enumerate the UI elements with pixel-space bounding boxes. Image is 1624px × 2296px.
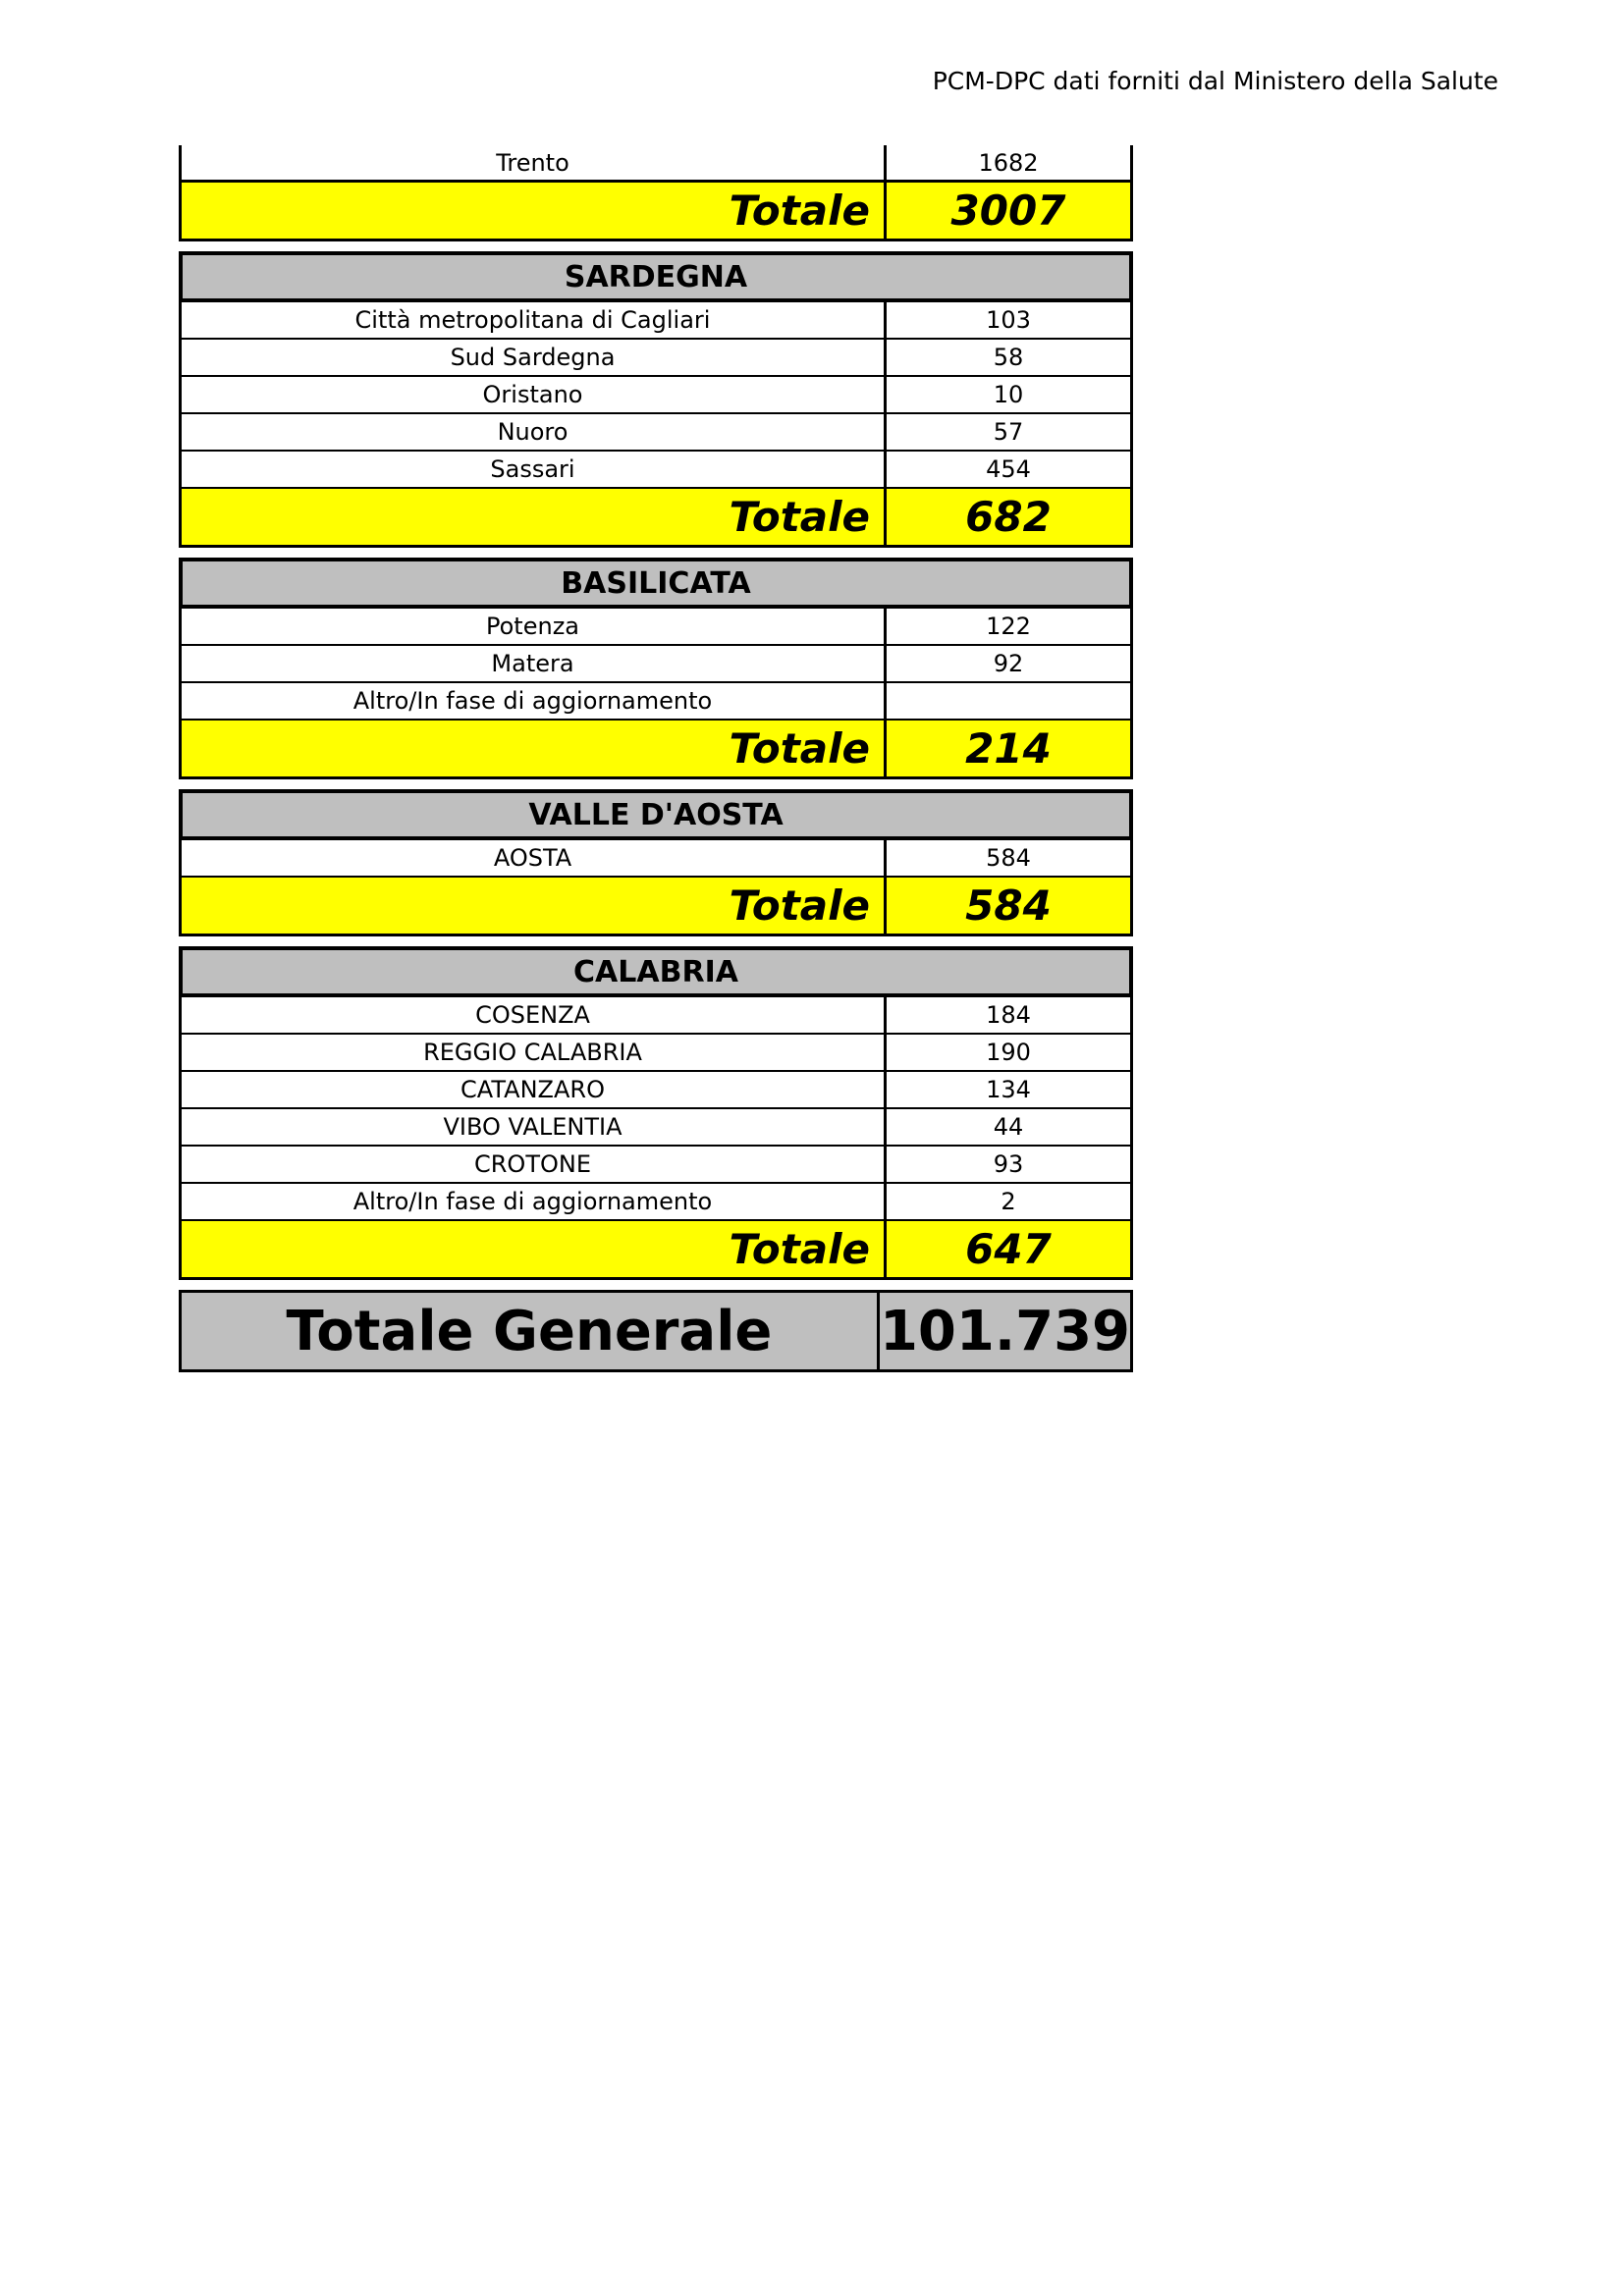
province-value: 584 [986,844,1031,872]
province-name: Trento [182,145,887,180]
province-value: 184 [986,1001,1031,1029]
total-row [179,183,1133,241]
province-name: Potenza [182,609,887,644]
grand-total-value: 101.739 [879,1299,1130,1363]
table-row [179,840,1133,878]
province-name: Altro/In fase di aggiornamento [182,683,887,719]
total-label: Totale [182,183,887,239]
table-row [179,145,1133,183]
table-row [179,452,1133,489]
province-value: 93 [993,1150,1024,1178]
province-value: 92 [993,650,1024,677]
province-value: 454 [986,455,1031,483]
province-name: Sud Sardegna [182,340,887,375]
province-name: VIBO VALENTIA [182,1109,887,1145]
province-name: Altro/In fase di aggiornamento [182,1184,887,1219]
table-row [179,646,1133,683]
province-value [887,683,1130,719]
total-value: 3007 [950,187,1066,235]
province-name: Oristano [182,377,887,412]
total-value: 682 [965,493,1052,541]
table-row [179,302,1133,340]
province-value: 44 [993,1113,1024,1141]
table-row [179,1184,1133,1221]
region-header: VALLE D'AOSTA [179,789,1133,840]
region-header: SARDEGNA [179,251,1133,302]
grand-total-label: Totale Generale [182,1293,880,1369]
table-row [179,1072,1133,1109]
province-name: REGGIO CALABRIA [182,1035,887,1070]
table-row [179,414,1133,452]
province-table [179,145,1133,1372]
grand-total-row [179,1290,1133,1372]
total-row [179,721,1133,779]
table-row [179,340,1133,377]
source-note: PCM-DPC dati forniti dal Ministero della Salute [932,67,1498,95]
table-row [179,1109,1133,1147]
total-value: 647 [965,1225,1052,1273]
province-value: 122 [986,613,1031,640]
province-name: Matera [182,646,887,681]
region-header: CALABRIA [179,946,1133,997]
province-value: 1682 [978,148,1039,177]
table-row [179,683,1133,721]
table-row [179,377,1133,414]
total-value: 214 [965,724,1052,773]
table-row [179,1147,1133,1184]
total-label: Totale [182,721,887,776]
province-value: 103 [986,306,1031,334]
province-value: 57 [993,418,1024,446]
total-row [179,489,1133,548]
province-value: 58 [993,344,1024,371]
province-value: 10 [993,381,1024,408]
region-header: BASILICATA [179,558,1133,609]
table-row [179,1035,1133,1072]
total-label: Totale [182,489,887,545]
province-name: Città metropolitana di Cagliari [182,302,887,338]
total-row [179,878,1133,936]
province-name: AOSTA [182,840,887,876]
province-value: 2 [1001,1188,1016,1215]
province-name: Sassari [182,452,887,487]
province-value: 134 [986,1076,1031,1103]
total-label: Totale [182,1221,887,1277]
province-name: Nuoro [182,414,887,450]
province-name: COSENZA [182,997,887,1033]
province-name: CROTONE [182,1147,887,1182]
province-value: 190 [986,1039,1031,1066]
total-row [179,1221,1133,1280]
table-row [179,997,1133,1035]
total-value: 584 [965,881,1052,930]
total-label: Totale [182,878,887,934]
table-row [179,609,1133,646]
province-name: CATANZARO [182,1072,887,1107]
